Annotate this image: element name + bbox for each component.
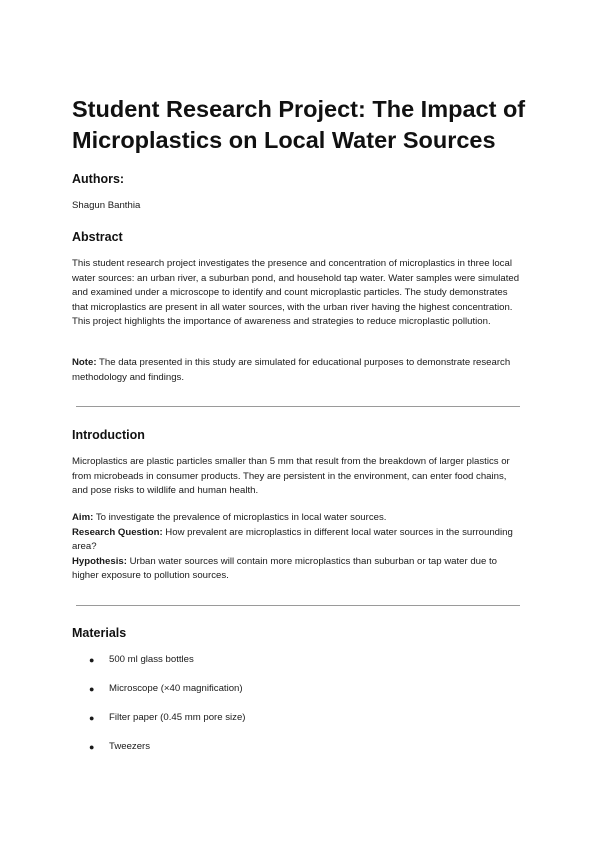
- materials-heading: Materials: [72, 626, 127, 640]
- introduction-heading: Introduction: [72, 428, 145, 442]
- research-question-text: How prevalent are microplastics in different local water sources in the surrounding area?: [72, 526, 513, 552]
- introduction-paragraph: Microplastics are plastic particles smaller than 5 mm that result from the breakdown of larger plastics or from microbeads in consumer products. They are persistent in the environment, can enter food chains, and pose risks to wildlife and human health.: [72, 456, 510, 496]
- bullet-icon: ●: [89, 742, 95, 752]
- research-question-label: Research Question:: [72, 526, 163, 538]
- list-item-text: Filter paper (0.45 mm pore size): [109, 712, 246, 723]
- section-divider: [76, 406, 520, 407]
- section-divider: [76, 605, 520, 606]
- aim-label: Aim:: [72, 512, 94, 523]
- list-item-text: Microscope (×40 magnification): [109, 683, 243, 694]
- bullet-icon: ●: [89, 713, 95, 723]
- note-paragraph: [72, 356, 524, 385]
- aim-question-hypothesis: [72, 511, 524, 584]
- abstract-heading: Abstract: [72, 230, 123, 244]
- bullet-icon: ●: [89, 655, 95, 665]
- note-text: The data presented in this study are simulated for educational purposes to demonstrate research methodology and findings.: [72, 357, 511, 383]
- page-title: Student Research Project: The Impact of Microplastics on Local Water Sources: [72, 96, 526, 153]
- hypothesis-text: Urban water sources will contain more microplastics than suburban or tap water due to higher exposure to pollution sources.: [72, 555, 497, 581]
- hypothesis-label: Hypothesis:: [72, 555, 127, 567]
- list-item-text: 500 ml glass bottles: [109, 654, 194, 665]
- note-label: Note:: [72, 357, 97, 368]
- authors-heading: Authors:: [72, 172, 125, 186]
- author-name: Shagun Banthia: [72, 200, 141, 211]
- bullet-icon: ●: [89, 684, 95, 694]
- list-item-text: Tweezers: [109, 741, 151, 752]
- abstract-paragraph: This student research project investigates the presence and concentration of microplastics in three local water sources: an urban river, a suburban pond, and household tap water. Water samples were simulated and examined under a microscope to identify and count microplastic particles. The study demonstrates that microplastics are present in all water sources, with the urban river having the highest concentration. This project highlights the importance of awareness and strategies to reduce microplastic pollution.: [72, 258, 520, 327]
- aim-text: To investigate the prevalence of microplastics in local water sources.: [93, 512, 387, 523]
